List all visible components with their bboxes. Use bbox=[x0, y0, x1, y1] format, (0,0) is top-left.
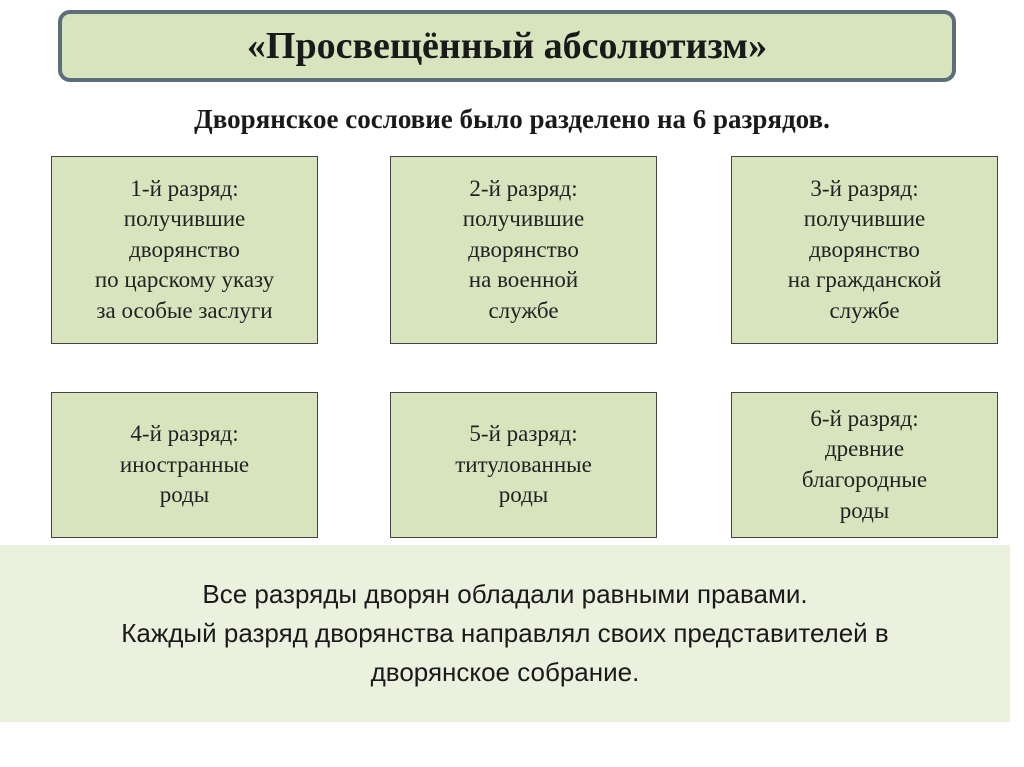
summary-panel bbox=[0, 545, 1010, 722]
category-line: 3-й разряд: bbox=[810, 175, 919, 201]
category-line: 1-й разряд: bbox=[130, 175, 239, 201]
category-box-6 bbox=[731, 392, 998, 538]
category-line: древние bbox=[824, 436, 905, 462]
category-box-3 bbox=[731, 156, 998, 344]
category-line: дворянство bbox=[129, 236, 240, 262]
summary-line: Каждый разряд дворянства направлял своих представителей в bbox=[121, 618, 889, 648]
category-box-2 bbox=[390, 156, 657, 344]
category-line: роды bbox=[839, 497, 890, 523]
category-line: на военной bbox=[468, 267, 579, 293]
category-line: получившие bbox=[462, 206, 585, 232]
category-line: роды bbox=[498, 482, 549, 508]
category-line: 2-й разряд: bbox=[469, 175, 578, 201]
category-line: получившие bbox=[803, 206, 926, 232]
category-line: получившие bbox=[123, 206, 246, 232]
category-box-5 bbox=[390, 392, 657, 538]
category-box-1 bbox=[51, 156, 318, 344]
slide-title bbox=[58, 10, 956, 82]
category-line: титулованные bbox=[455, 451, 592, 477]
category-line: роды bbox=[159, 482, 210, 508]
category-box-4 bbox=[51, 392, 318, 538]
category-line: благородные bbox=[801, 467, 928, 492]
category-line: службе bbox=[488, 297, 559, 323]
category-line: на гражданской bbox=[787, 267, 942, 293]
slide-subtitle: Дворянское сословие было разделено на 6 разрядов. bbox=[194, 104, 830, 134]
category-line: 4-й разряд: bbox=[130, 421, 239, 447]
summary-line: Все разряды дворян обладали равными правами. bbox=[202, 579, 808, 609]
category-line: 5-й разряд: bbox=[469, 421, 578, 447]
category-line: службе bbox=[829, 297, 900, 323]
summary-line: дворянское собрание. bbox=[370, 657, 640, 687]
slide-title-text: «Просвещённый абсолютизм» bbox=[246, 25, 768, 67]
category-line: за особые заслуги bbox=[96, 297, 273, 323]
category-line: дворянство bbox=[809, 236, 920, 262]
category-line: дворянство bbox=[468, 236, 579, 262]
category-line: по царскому указу bbox=[94, 267, 275, 293]
category-line: иностранные bbox=[119, 451, 250, 477]
category-line: 6-й разряд: bbox=[810, 405, 919, 431]
